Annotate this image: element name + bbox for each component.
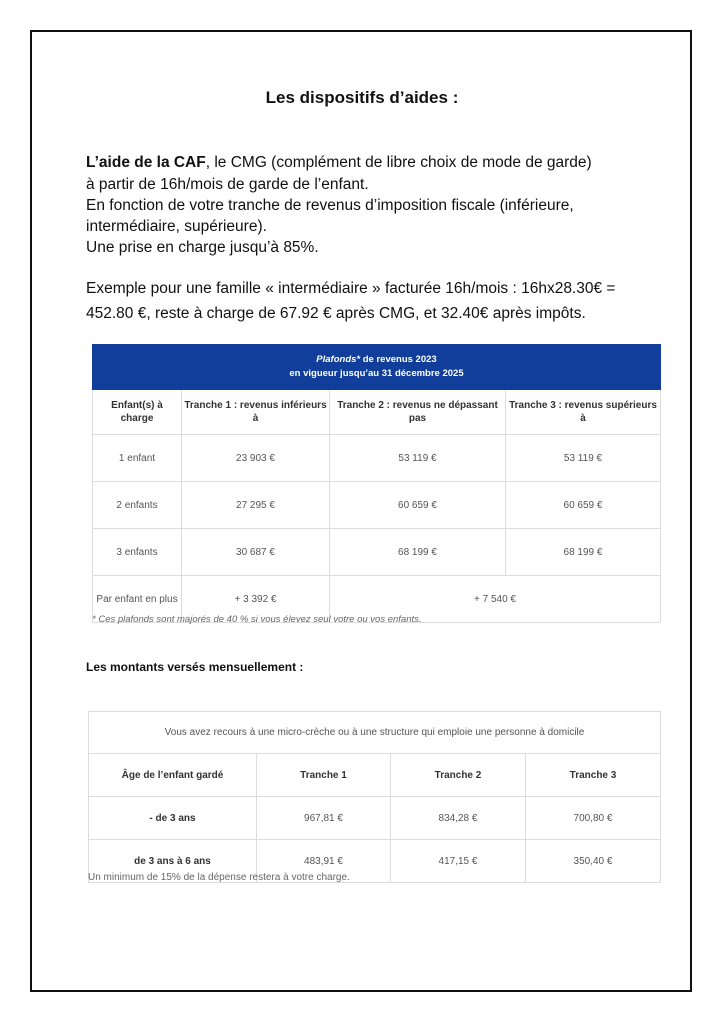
column-header: Tranche 3 : revenus supérieurs à <box>506 390 661 435</box>
table-cell: 1 enfant <box>93 435 182 482</box>
column-header: Tranche 2 <box>391 754 526 797</box>
table-cell: 417,15 € <box>391 840 526 883</box>
montants-footnote: Un minimum de 15% de la dépense restera à votre charge. <box>88 872 350 883</box>
table-cell: + 3 392 € <box>182 576 330 623</box>
montants-column-headers <box>89 754 661 797</box>
table-cell: 68 199 € <box>330 529 506 576</box>
table-cell: 60 659 € <box>330 482 506 529</box>
column-header: Enfant(s) à charge <box>93 390 182 435</box>
table-row <box>93 529 661 576</box>
intro-line-1-rest: , le CMG (complément de libre choix de mode de garde) <box>205 154 592 171</box>
plafonds-footnote: * Ces plafonds sont majorés de 40 % si vous élevez seul votre ou vos enfants. <box>92 614 422 625</box>
table-row <box>93 435 661 482</box>
table-cell: 967,81 € <box>257 797 391 840</box>
plafonds-table <box>92 344 661 623</box>
column-header: Tranche 3 <box>526 754 661 797</box>
table-cell: 3 enfants <box>93 529 182 576</box>
table-cell: 60 659 € <box>506 482 661 529</box>
montants-caption: Vous avez recours à une micro-crèche ou à une structure qui emploie une personne à domicile <box>89 712 661 754</box>
montants-caption-row <box>89 712 661 754</box>
intro-line-2: à partir de 16h/mois de garde de l’enfant. <box>86 176 369 193</box>
table-cell: de 3 ans à 6 ans <box>89 840 257 883</box>
plafonds-header <box>93 345 661 390</box>
plafonds-header-line2: en vigueur jusqu’au 31 décembre 2025 <box>289 368 464 379</box>
column-header: Tranche 2 : revenus ne dépassant pas <box>330 390 506 435</box>
table-cell: 483,91 € <box>257 840 391 883</box>
table-cell: 30 687 € <box>182 529 330 576</box>
table-cell: 2 enfants <box>93 482 182 529</box>
column-header: Tranche 1 <box>257 754 391 797</box>
example-line-1: Exemple pour une famille « intermédiaire » facturée 16h/mois : 16hx28.30€ = <box>86 280 616 297</box>
plafonds-header-rest: de revenus 2023 <box>360 354 437 365</box>
intro-line-3: En fonction de votre tranche de revenus d’imposition fiscale (inférieure, intermédiaire, supérieure). <box>86 196 574 235</box>
intro-line-4: Une prise en charge jusqu’à 85%. <box>86 238 319 256</box>
table-cell: 700,80 € <box>526 797 661 840</box>
table-cell: 53 119 € <box>506 435 661 482</box>
column-header: Âge de l’enfant gardé <box>89 754 257 797</box>
table-cell: 27 295 € <box>182 482 330 529</box>
table-cell: - de 3 ans <box>89 797 257 840</box>
plafonds-header-em: Plafonds* <box>316 354 361 365</box>
example-line-2: 452.80 €, reste à charge de 67.92 € après CMG, et 32.40€ après impôts. <box>86 305 586 322</box>
montants-heading: Les montants versés mensuellement : <box>86 660 304 674</box>
intro-line-1 <box>86 150 646 175</box>
table-cell: 53 119 € <box>330 435 506 482</box>
column-header: Tranche 1 : revenus inférieurs à <box>182 390 330 435</box>
table-cell: 834,28 € <box>391 797 526 840</box>
example-paragraph <box>86 276 646 326</box>
caf-intro <box>86 150 646 259</box>
table-row <box>89 797 661 840</box>
montants-table <box>88 711 661 883</box>
table-row <box>93 482 661 529</box>
page-title: Les dispositifs d’aides : <box>265 88 459 107</box>
table-cell: 350,40 € <box>526 840 661 883</box>
table-cell: 23 903 € <box>182 435 330 482</box>
table-cell: Par enfant en plus <box>93 576 182 623</box>
plafonds-header-row <box>93 345 661 390</box>
table-cell: 68 199 € <box>506 529 661 576</box>
table-cell: + 7 540 € <box>330 576 661 623</box>
caf-bold-label: L’aide de la CAF <box>86 154 206 171</box>
plafonds-column-headers <box>93 390 661 435</box>
